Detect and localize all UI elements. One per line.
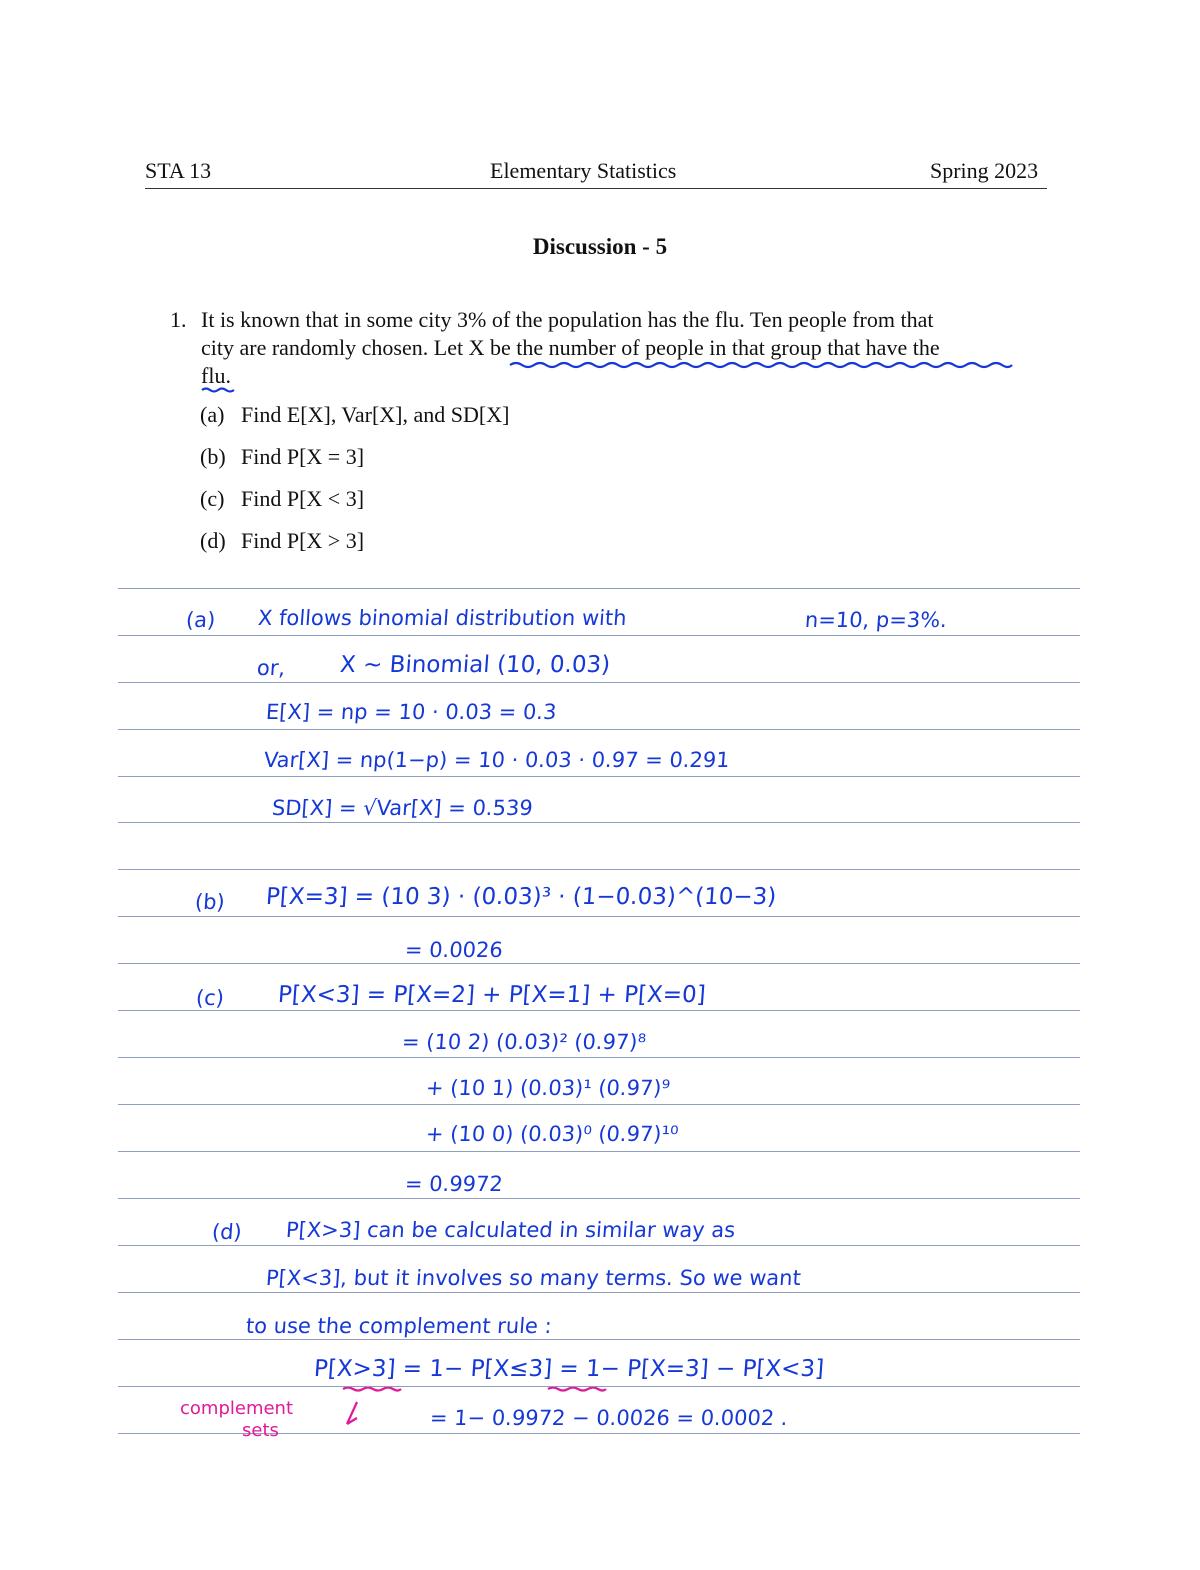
ruled-line (118, 776, 1080, 777)
ruled-line (118, 1104, 1080, 1105)
margin-note-sets: sets (242, 1420, 279, 1441)
note-c-line-3: + (10 1) (0.03)¹ (0.97)⁹ (425, 1076, 671, 1100)
ruled-line (118, 1386, 1080, 1387)
note-c-line-2: = (10 2) (0.03)² (0.97)⁸ (401, 1030, 647, 1054)
note-a-line-2b: X ~ Binomial (10, 0.03) (339, 652, 612, 678)
margin-note-complement: complement (180, 1398, 294, 1419)
page-title: Discussion - 5 (532, 234, 668, 259)
note-d-line-5: = 1− 0.9972 − 0.0026 = 0.0002 . (429, 1406, 789, 1430)
note-d-line-4: P[X>3] = 1− P[X≤3] = 1− P[X=3] − P[X<3] (313, 1356, 825, 1382)
ruled-line (118, 1198, 1080, 1199)
part-b-label: (b) (200, 444, 226, 469)
pink-underline-complement-2 (548, 1388, 606, 1391)
course-subject: Elementary Statistics (490, 158, 677, 183)
note-b-line-2: = 0.0026 (404, 938, 504, 962)
ruled-line (118, 1010, 1080, 1011)
part-c-label: (c) (200, 486, 225, 511)
part-d-label: (d) (200, 528, 226, 553)
note-c-line-4: + (10 0) (0.03)⁰ (0.97)¹⁰ (425, 1122, 680, 1146)
problem-line-3: flu. (201, 363, 231, 388)
part-a-label: (a) (200, 402, 225, 427)
note-c-line-5: = 0.9972 (404, 1172, 504, 1196)
note-a-line-2a: or, (256, 656, 287, 680)
note-b-line-1: P[X=3] = (10 3) · (0.03)³ · (1−0.03)^(10−3) (265, 884, 778, 910)
part-b-text: Find P[X = 3] (241, 444, 365, 469)
ruled-line (118, 1151, 1080, 1152)
note-d-line-3: to use the complement rule : (245, 1314, 553, 1338)
note-a-line-1: X follows binomial distribution with (257, 606, 628, 630)
wavy-underline-flu (202, 389, 234, 392)
ruled-line (118, 822, 1080, 823)
wavy-underline-definition (510, 363, 1012, 367)
note-a-line-4: Var[X] = np(1−p) = 10 · 0.03 · 0.97 = 0.291 (263, 748, 731, 772)
note-d-line-1: P[X>3] can be calculated in similar way as (285, 1218, 737, 1242)
ruled-line (118, 1057, 1080, 1058)
ruled-line (118, 869, 1080, 870)
ruled-line (118, 1245, 1080, 1246)
pink-underline-complement-1 (343, 1388, 401, 1391)
note-a-line-5: SD[X] = √Var[X] = 0.539 (271, 796, 534, 820)
ruled-line (118, 916, 1080, 917)
course-term: Spring 2023 (930, 158, 1039, 183)
note-b-label: (b) (194, 890, 226, 914)
note-d-line-2: P[X<3], but it involves so many terms. So we want (265, 1266, 802, 1290)
pink-arrow-icon (347, 1402, 357, 1424)
ruled-line (118, 588, 1080, 589)
part-d-text: Find P[X > 3] (241, 528, 365, 553)
ruled-line (118, 1292, 1080, 1293)
ruled-line (118, 1339, 1080, 1340)
ruled-line (118, 682, 1080, 683)
note-c-line-1: P[X<3] = P[X=2] + P[X=1] + P[X=0] (277, 982, 707, 1008)
problem-line-2: city are randomly chosen. Let X be the number of people in that group that have the (201, 335, 940, 360)
note-a-line-3: E[X] = np = 10 · 0.03 = 0.3 (265, 700, 558, 724)
problem-number: 1. (170, 307, 187, 332)
ruled-line (118, 729, 1080, 730)
course-code: STA 13 (145, 158, 212, 183)
note-a-label: (a) (185, 608, 217, 632)
ruled-line (118, 963, 1080, 964)
part-a-text: Find E[X], Var[X], and SD[X] (241, 402, 510, 427)
note-c-label: (c) (195, 986, 225, 1010)
note-a-line-1b: n=10, p=3%. (804, 608, 948, 632)
problem-line-1: It is known that in some city 3% of the population has the flu. Ten people from that (201, 307, 934, 332)
part-c-text: Find P[X < 3] (241, 486, 365, 511)
ruled-line (118, 635, 1080, 636)
note-d-label: (d) (211, 1220, 243, 1244)
